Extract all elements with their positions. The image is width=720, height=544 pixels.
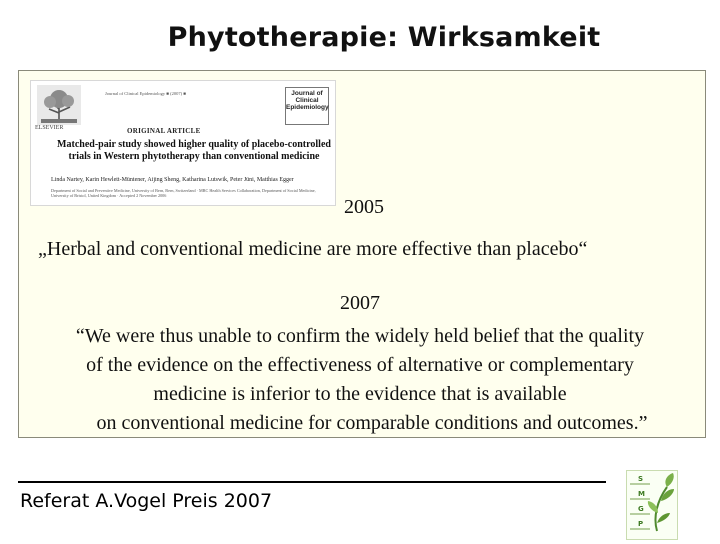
article-affiliation: Department of Social and Preventive Medicine, University of Bern, Bern, Switzerland · MRC Health Services Collaboration, Department of Social Medicine, University of Bristol, United Kingdom · Accepted 2 November 2006 [51,188,316,199]
badge-letter: G [638,505,644,513]
badge-letter: P [638,520,644,528]
article-header-line: Journal of Clinical Epidemiology ■ (2007) ■ [105,91,186,96]
slide-title: Phytotherapie: Wirksamkeit [167,22,601,53]
elsevier-tree-icon [37,85,81,125]
quote-line: medicine is inferior to the evidence that is available [153,383,567,405]
finding-quote-2007 [8,322,712,438]
article-kind: ORIGINAL ARTICLE [127,127,201,135]
finding-year-2007: 2007 [340,292,380,314]
finding-quote-2005: „Herbal and conventional medicine are more effective than placebo“ [38,238,588,260]
publisher-name: ELSEVIER [35,125,64,131]
finding-year-2005: 2005 [344,196,384,218]
journal-logo: Journal of Clinical Epidemiology [285,87,329,125]
quote-line: “We were thus unable to confirm the widely held belief that the quality [75,325,645,347]
badge-letter: M [638,490,645,498]
article-title: Matched-pair study showed higher quality of placebo-controlled trials in Western phytotherapy than conventional medicine [57,139,331,162]
badge-letter: S [638,475,644,483]
smgp-logo [626,470,678,540]
footer-text: Referat A.Vogel Preis 2007 [20,490,273,512]
footer-divider [18,481,606,483]
quote-line: of the evidence on the effectiveness of alternative or complementary [86,354,634,376]
quote-line: on conventional medicine for comparable conditions and outcomes.” [96,412,648,434]
article-thumbnail [30,80,336,206]
herbal-plant-logo-icon [627,471,677,539]
article-authors: Linda Nartey, Karin Hewlett-Müntener, Aijing Sheng, Katharina Lutswik, Peter Jüni, Matthias Egger [51,177,294,183]
